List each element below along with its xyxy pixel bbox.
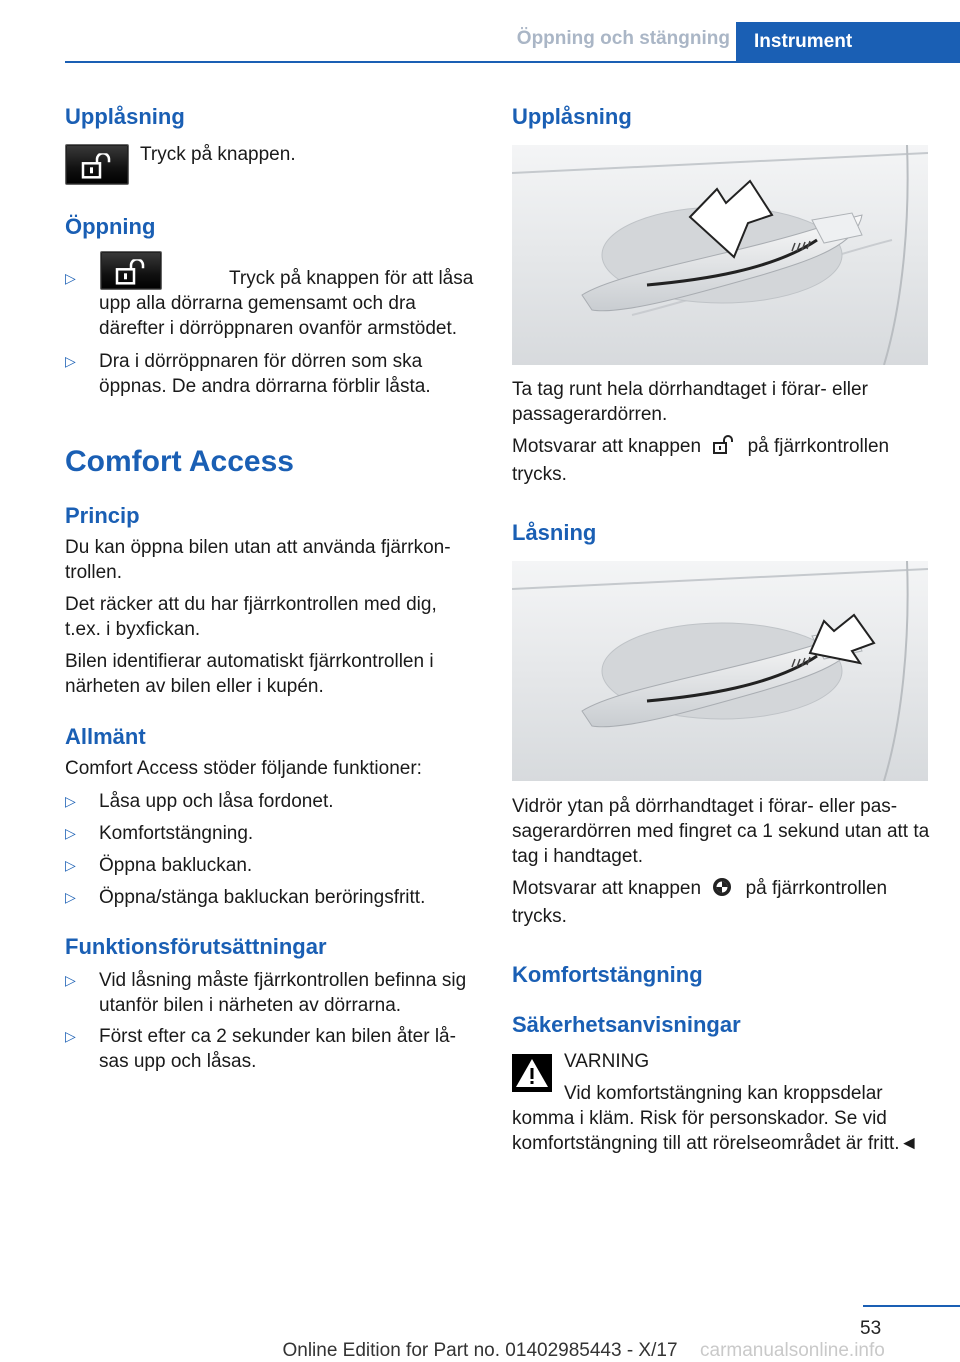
- bullet-text: Öppna bakluckan.: [99, 855, 253, 876]
- bullet-triangle-icon: ▷: [65, 1028, 76, 1044]
- list-item: [65, 885, 475, 910]
- principle-paragraph: Du kan öppna bilen utan att använda fjärrkon-trollen.: [65, 537, 451, 583]
- unlock-grip-paragraph: Ta tag runt hela dörrhandtaget i förar- eller passagerardörren.: [512, 379, 868, 425]
- list-item: [65, 1024, 475, 1074]
- heading-safety-notes: Säkerhetsanvisningar: [512, 1012, 741, 1037]
- bullet-triangle-icon: ▷: [65, 825, 76, 841]
- list-item: [65, 349, 475, 399]
- list-item: [65, 968, 475, 1018]
- bullet-text: Komfortstängning.: [99, 823, 254, 844]
- bullet-triangle-icon: ▷: [65, 793, 76, 809]
- watermark: carmanualsonline.info: [700, 1340, 885, 1361]
- bullet-triangle-icon: ▷: [65, 353, 76, 369]
- open-padlock-icon: [80, 153, 114, 179]
- list-item: [65, 853, 475, 878]
- bullet-triangle-icon: ▷: [65, 270, 76, 286]
- bullet-text: Tryck på knappen för att låsa upp alla dörrarna gemensamt och dra därefter i dörröppnaren ovanför armstödet.: [99, 268, 474, 339]
- door-handle-touch-illustration: [512, 561, 928, 781]
- open-padlock-icon: [712, 435, 736, 462]
- bullet-triangle-icon: ▷: [65, 972, 76, 988]
- running-header-section: Öppning och stängning: [516, 28, 730, 49]
- bullet-text: Först efter ca 2 sekunder kan bilen åter lå-sas upp och låsas.: [99, 1026, 456, 1072]
- lock-touch-paragraph: Vidrör ytan på dörrhandtaget i förar- eller pas-sagerardörren med fingret ca 1 sekund utan att ta tag i handtaget.: [512, 796, 930, 867]
- principle-paragraph: Det räcker att du har fjärrkontrollen med dig, t.ex. i byxfickan.: [65, 594, 437, 640]
- text-fragment: på fjärrkontrollen trycks.: [512, 878, 888, 927]
- warning-text: Vid komfortstängning kan kroppsdelar komma i kläm. Risk för personskador. Se vid komfortstängning till att rörelseområdet är fritt.◄: [512, 1083, 919, 1154]
- heading-opening: Öppning: [65, 214, 156, 239]
- bullet-triangle-icon: ▷: [65, 857, 76, 873]
- edition-line: Online Edition for Part no. 01402985443 - X/17: [282, 1340, 678, 1361]
- heading-prerequisites: Funktionsförutsättningar: [65, 934, 327, 959]
- list-item: [65, 821, 475, 846]
- text-fragment: Motsvarar att knappen: [512, 436, 702, 457]
- heading-comfort-access: Comfort Access: [65, 445, 294, 478]
- door-handle-grip-image: [512, 145, 928, 365]
- unlock-key-icon: [100, 251, 162, 290]
- heading-principle: Princip: [65, 503, 140, 528]
- heading-unlock: Upplåsning: [65, 104, 185, 129]
- heading-unlock-right: Upplåsning: [512, 104, 632, 129]
- heading-comfort-closing: Komfortstängning: [512, 962, 703, 987]
- door-handle-grip-illustration: [512, 145, 928, 365]
- running-header-chapter: Instrument: [736, 22, 960, 62]
- unlock-equivalent-paragraph: [512, 434, 928, 487]
- bullet-text: Öppna/stänga bakluckan beröringsfritt.: [99, 887, 426, 908]
- general-intro: Comfort Access stöder följande funktioner:: [65, 758, 422, 779]
- header-rule: [65, 61, 960, 63]
- footer-rule: [863, 1305, 960, 1307]
- principle-paragraph: Bilen identifierar automatiskt fjärrkontrollen i närheten av bilen eller i kupén.: [65, 651, 434, 697]
- list-item: [65, 789, 475, 814]
- open-padlock-icon: [114, 259, 148, 285]
- bullet-text: Låsa upp och låsa fordonet.: [99, 791, 334, 812]
- warning-label: VARNING: [564, 1051, 650, 1072]
- bullet-text: Vid låsning måste fjärrkontrollen befinna sig utanför bilen i närheten av dörrarna.: [99, 970, 467, 1016]
- door-handle-touch-image: [512, 561, 928, 781]
- heading-general: Allmänt: [65, 724, 146, 749]
- unlock-key-icon: [65, 144, 129, 185]
- bullet-text: Dra i dörröppnaren för dörren som ska öppnas. De andra dörrarna förblir låsta.: [99, 351, 431, 397]
- lock-equivalent-paragraph: [512, 876, 928, 929]
- unlock-instruction: Tryck på knappen.: [140, 144, 296, 165]
- text-fragment: Motsvarar att knappen: [512, 878, 702, 899]
- brand-logo-icon: [712, 877, 734, 904]
- text-fragment: på fjärrkontrollen trycks.: [512, 436, 890, 485]
- heading-locking: Låsning: [512, 520, 597, 545]
- page-number: 53: [860, 1318, 882, 1339]
- bullet-triangle-icon: ▷: [65, 889, 76, 905]
